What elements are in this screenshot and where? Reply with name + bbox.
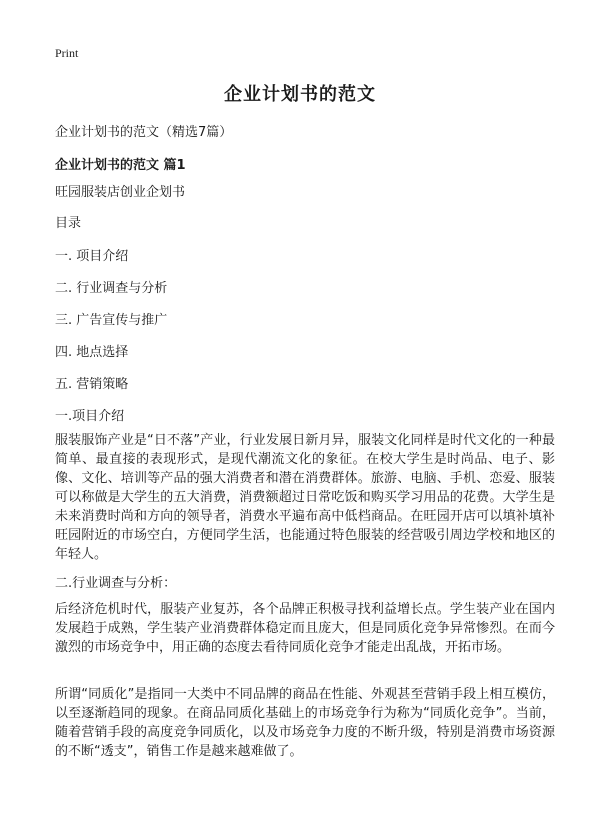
toc-item: 四. 地点选择 [55,345,129,360]
section2-heading: 二.行业调查与分析： [55,576,177,591]
print-link[interactable]: Print [55,46,79,60]
toc-item: 一. 项目介绍 [55,249,129,264]
section1-heading: 一.项目介绍 [55,409,125,424]
toc-label: 目录 [55,216,82,231]
section2-paragraph-2: 所谓“同质化”是指同一大类中不同品牌的商品在性能、外观甚至营销手段上相互模仿，以至逐渐趋同的现象。在商品同质化基础上的市场竞争行为称为“同质化竞争”。当前，随着营销手段的高度竞争同质化，以及市场竞争力度的不断升级，特别是消费市场资源的不断“透支”，销售工作是越来越难做了。 [55,687,555,759]
toc-item: 五. 营销策略 [55,377,129,392]
toc-item: 三. 广告宣传与推广 [55,313,168,328]
section2-paragraph-1: 后经济危机时代，服装产业复苏，各个品牌正积极寻找利益增长点。学生装产业在国内发展趋于成熟，学生装产业消费群体稳定而且庞大，但是同质化竞争异常惨烈。在而今激烈的市场竞争中，用正确的态度去看待同质化竞争才能走出乱战，开拓市场。 [55,602,555,655]
toc-item: 二. 行业调查与分析 [55,281,168,296]
section-heading: 企业计划书的范文 篇1 [55,158,186,173]
plan-name: 旺园服装店创业企划书 [55,185,186,200]
document-subtitle: 企业计划书的范文（精选7篇） [55,125,233,140]
section1-paragraph: 服装服饰产业是“日不落”产业，行业发展日新月异，服装文化同样是时代文化的一种最简单、最直接的表现形式，是现代潮流文化的象征。在校大学生是时尚品、电子、影像、文化、培训等产品的强大消费者和潜在消费群体。旅游、电脑、手机、恋爱、服装可以称做是大学生的五大消费，消费额超过日常吃饭和购买学习用品的花费。大学生是未来消费时尚和方向的领导者，消费水平遍布高中低档商品。在旺园开店可以填补填补旺园附近的市场空白，方便同学生活，也能通过特色服装的经营吸引周边学校和地区的年轻人。 [55,433,555,562]
page-title: 企业计划书的范文 [224,84,376,105]
